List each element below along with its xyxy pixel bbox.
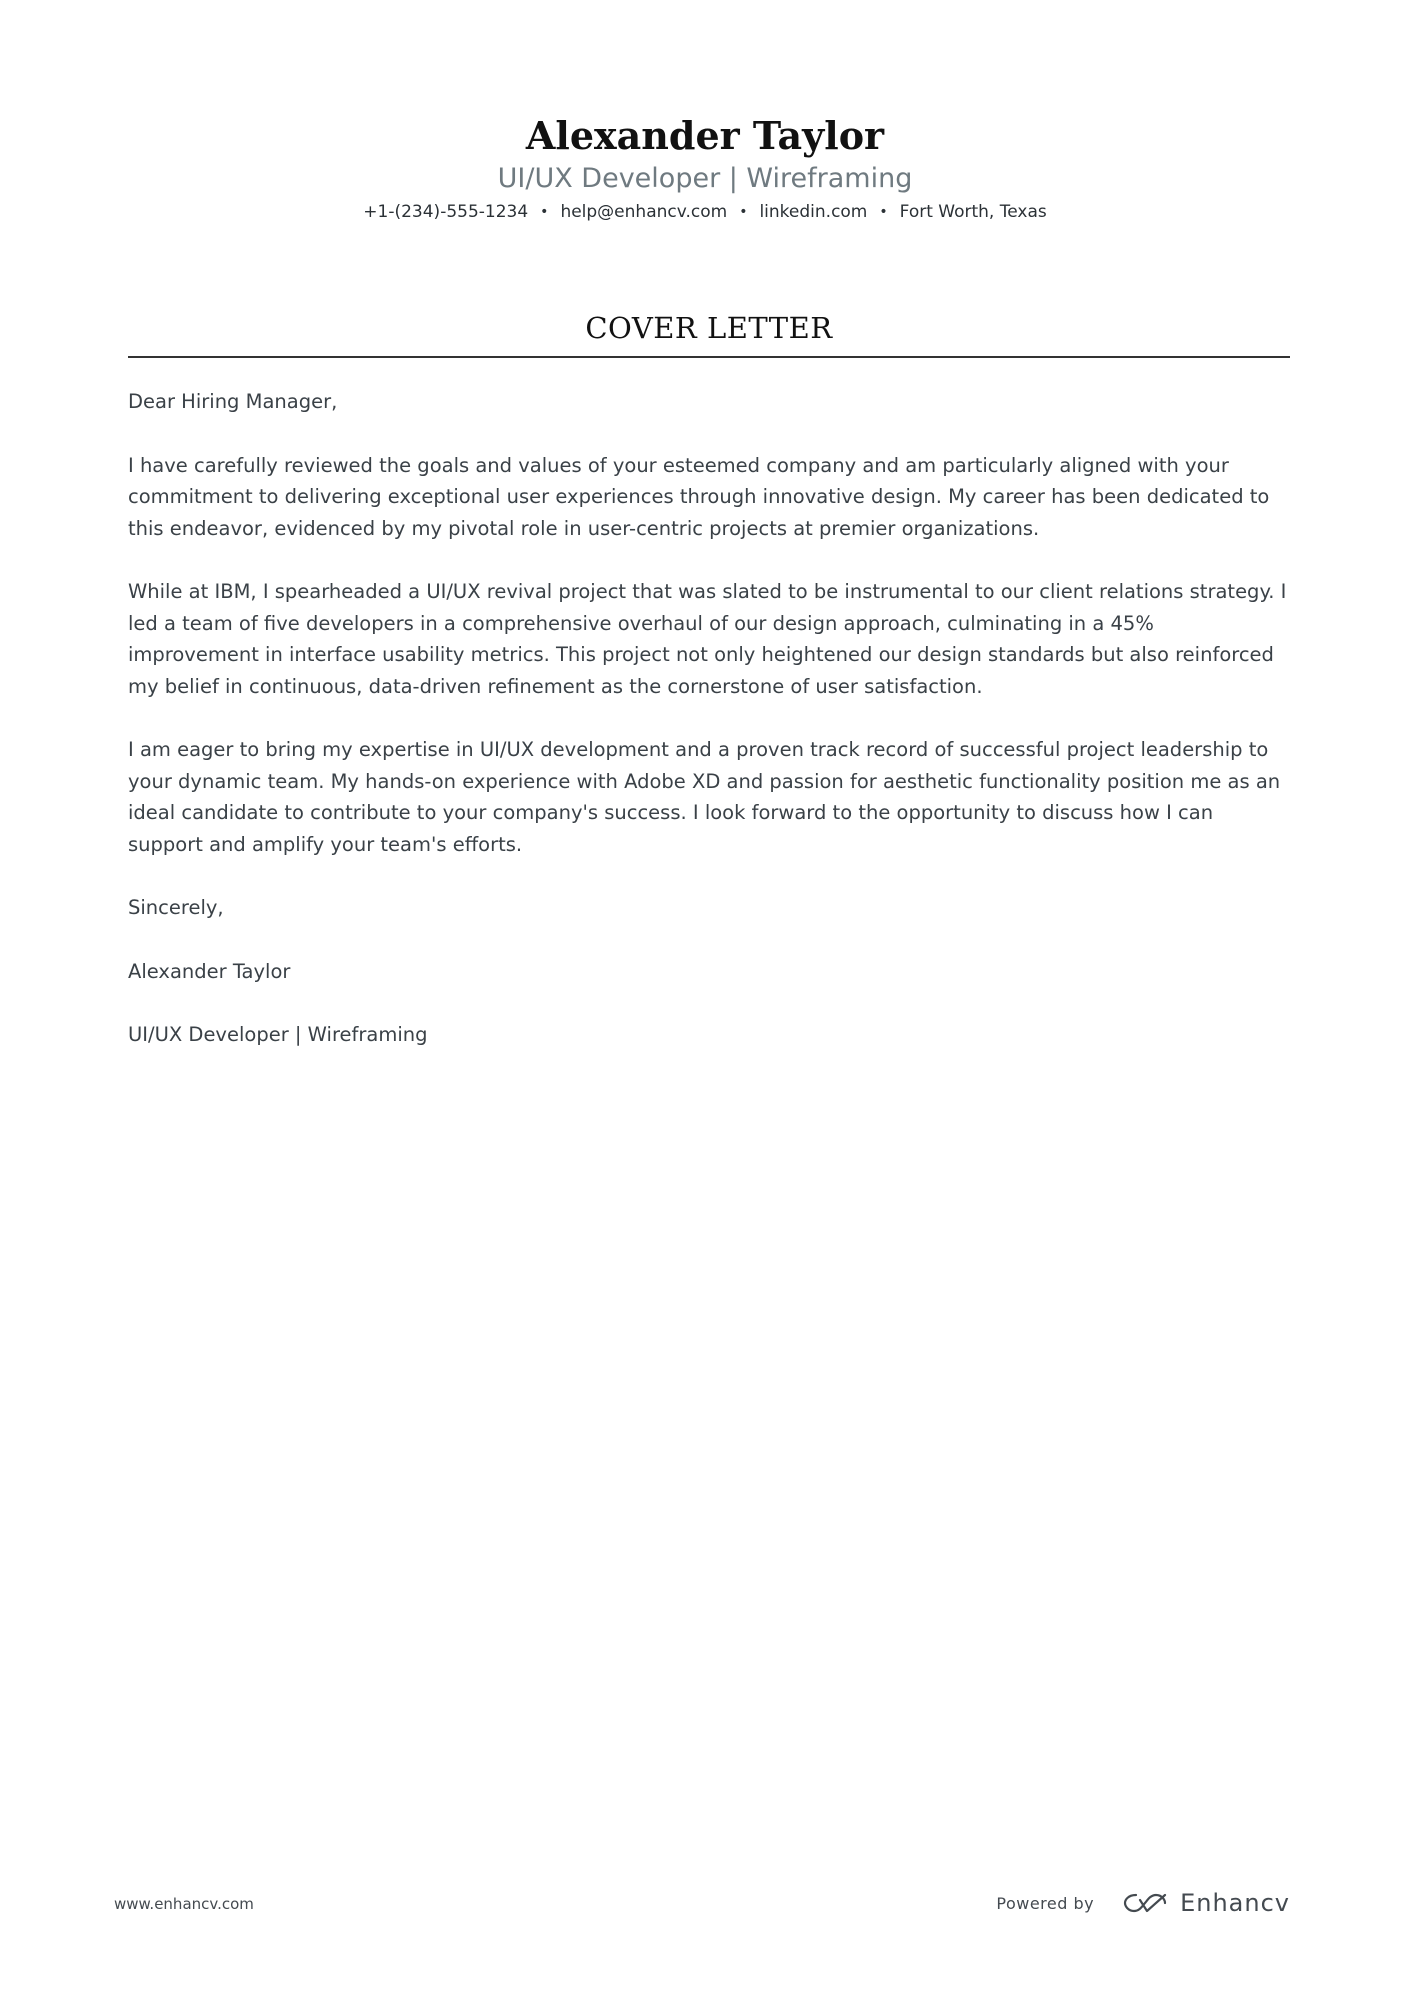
footer-branding <box>996 1888 1290 1918</box>
applicant-name: Alexander Taylor <box>525 113 885 158</box>
contact-email[interactable]: help@enhancv.com <box>560 202 728 222</box>
contact-separator: • <box>879 204 888 220</box>
contact-separator: • <box>739 204 748 220</box>
letter-paragraph-1: I have carefully reviewed the goals and values of your esteemed company and am particularly aligned with your commitment to delivering exceptional user experiences through innovative design. My career has been dedicated to this endeavor, evidenced by my pivotal role in user-centric projects at premier organizations. <box>128 453 1270 540</box>
contact-location: Fort Worth, Texas <box>899 202 1047 222</box>
applicant-title: UI/UX Developer | Wireframing <box>497 163 913 194</box>
enhancv-logo-icon <box>1122 1891 1168 1915</box>
contact-linkedin[interactable]: linkedin.com <box>759 202 868 222</box>
section-heading: COVER LETTER <box>585 311 833 345</box>
powered-by-label: Powered by <box>996 1893 1095 1913</box>
letter-closing: Sincerely, <box>128 896 224 919</box>
section-divider <box>128 356 1290 358</box>
header <box>0 112 1410 224</box>
footer-website[interactable]: www.enhancv.com <box>114 1895 254 1913</box>
signature-name: Alexander Taylor <box>128 959 291 983</box>
letter-paragraph-2: While at IBM, I spearheaded a UI/UX revival project that was slated to be instrumental to our client relations strategy. I led a team of five developers in a comprehensive overhaul of our design approach, culminating in a 45% improvement in interface usability metrics. This project not only heightened our design standards but also reinforced my belief in continuous, data-driven refinement as the cornerstone of user satisfaction. <box>128 580 1287 698</box>
signature-title: UI/UX Developer | Wireframing <box>128 1023 428 1046</box>
contact-phone: +1-(234)-555-1234 <box>363 202 529 222</box>
contact-separator: • <box>540 204 549 220</box>
enhancv-brand-name: Enhancv <box>1180 1889 1290 1917</box>
contact-line <box>0 200 1410 224</box>
letter-paragraph-3: I am eager to bring my expertise in UI/UX development and a proven track record of successful project leadership to your dynamic team. My hands-on experience with Adobe XD and passion for aesthetic functionality position me as an ideal candidate to contribute to your company's success. I look forward to the opportunity to discuss how I can support and amplify your team's efforts. <box>128 738 1281 856</box>
letter-greeting: Dear Hiring Manager, <box>128 390 338 413</box>
letter-body <box>128 386 1290 1083</box>
